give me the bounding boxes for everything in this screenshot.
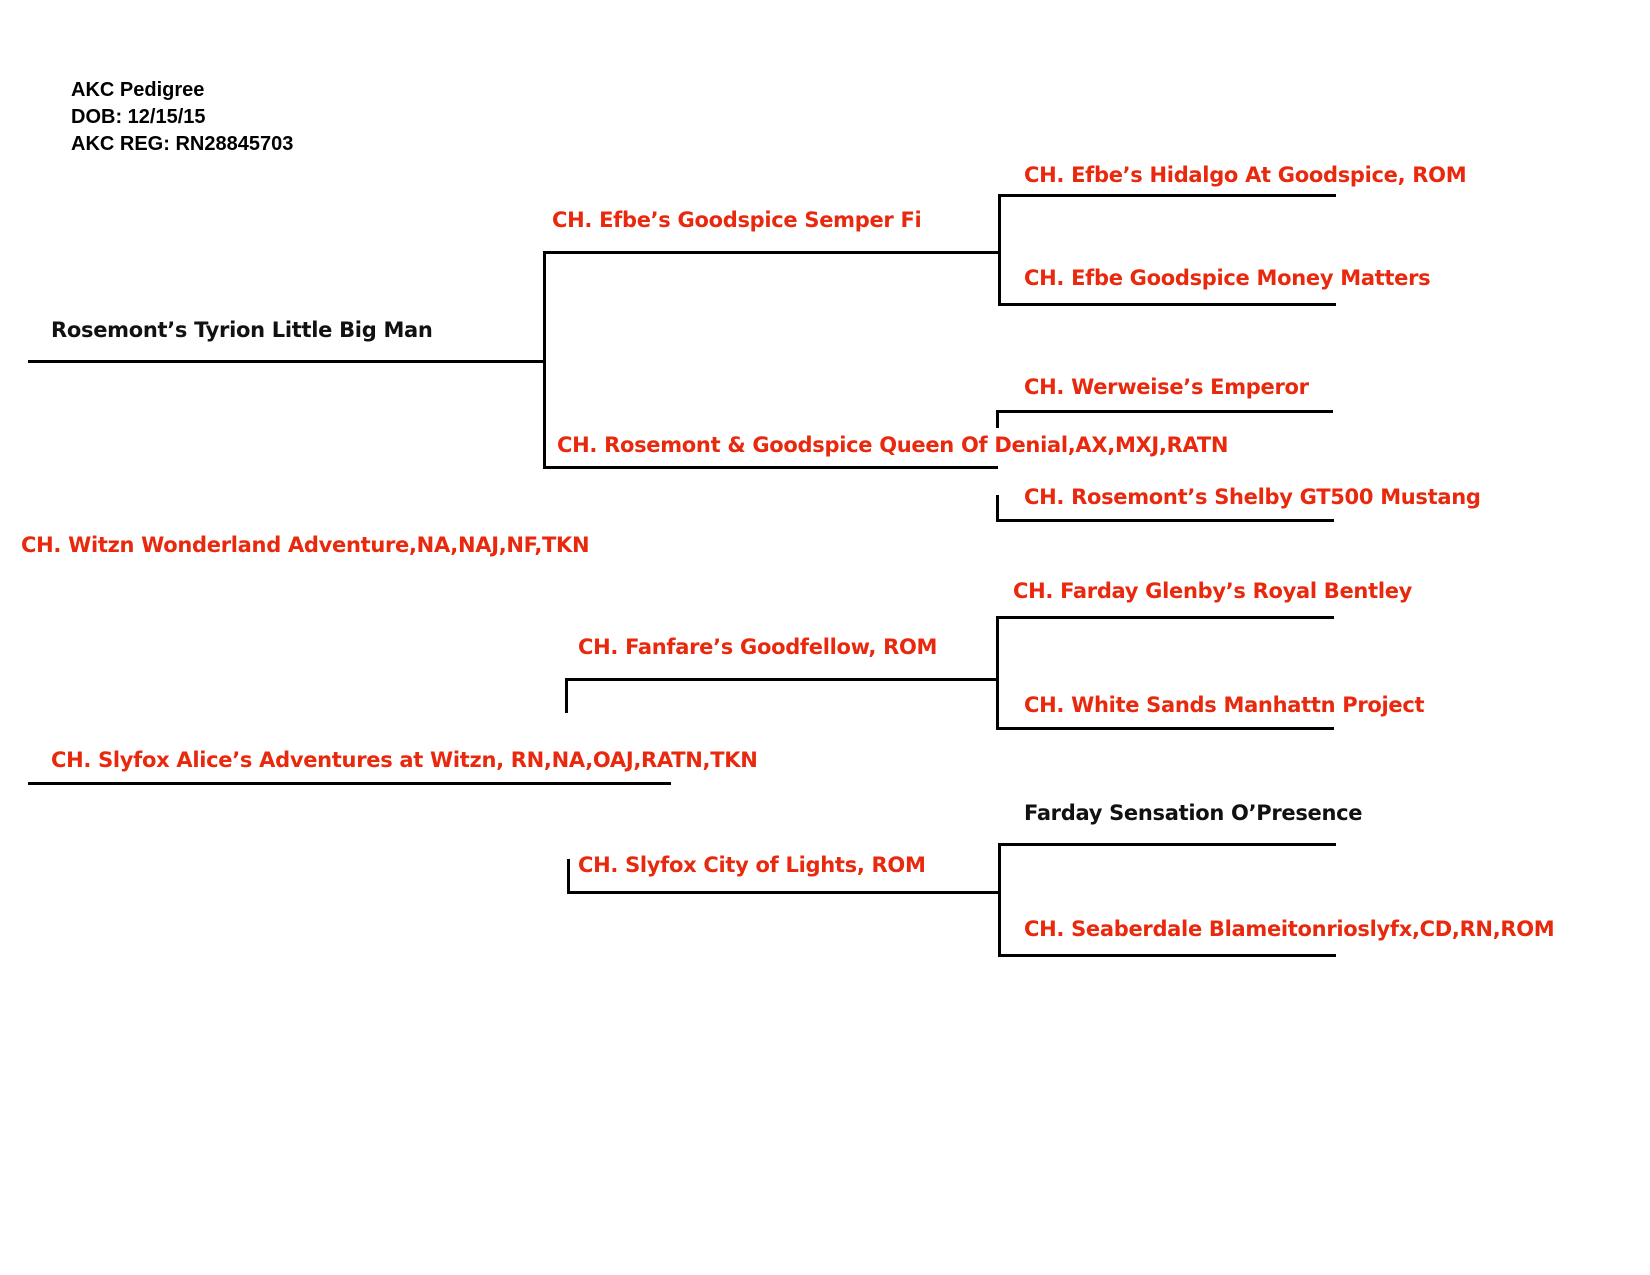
sire-sire-name: CH. Efbe’s Hidalgo At Goodspice, ROM (1024, 163, 1467, 187)
dog-line (28, 360, 546, 363)
dam-dam-tick (996, 495, 999, 522)
fanfare-bracket (996, 616, 999, 730)
fanfare-sire-line (996, 616, 1334, 619)
slyfox-city-line (567, 891, 1001, 894)
slyfox-city-bracket (998, 843, 1001, 957)
fanfare-dam-line (996, 727, 1334, 730)
sire-dam-name: CH. Efbe Goodspice Money Matters (1024, 266, 1431, 290)
dam-name: CH. Rosemont & Goodspice Queen Of Denial,AX,MXJ,RATN (557, 433, 1229, 457)
sire-bracket (998, 194, 1001, 306)
slyfox-city-tick (567, 859, 570, 894)
sire-sire-line (998, 194, 1336, 197)
slyfox-city-dam-line (998, 954, 1336, 957)
sire-line (543, 251, 998, 254)
fanfare-tick (565, 678, 568, 713)
sire-dam-line (998, 303, 1336, 306)
header-title: AKC Pedigree (71, 79, 205, 101)
slyfox-alice-name: CH. Slyfox Alice’s Adventures at Witzn, RN,NA,OAJ,RATN,TKN (51, 748, 758, 772)
header-dob: DOB: 12/15/15 (71, 106, 206, 128)
fanfare-line (565, 678, 998, 681)
dam-dam-name: CH. Rosemont’s Shelby GT500 Mustang (1024, 485, 1481, 509)
slyfox-city-dam-name: CH. Seaberdale Blameitonrioslyfx,CD,RN,ROM (1024, 917, 1555, 941)
dog-name: Rosemont’s Tyrion Little Big Man (51, 318, 433, 342)
header-registration: AKC REG: RN28845703 (71, 133, 294, 155)
dam-dam-line (996, 519, 1334, 522)
slyfox-city-sire-line (998, 843, 1336, 846)
fanfare-sire-name: CH. Farday Glenby’s Royal Bentley (1013, 579, 1413, 603)
dog-bracket (543, 251, 546, 469)
fanfare-dam-name: CH. White Sands Manhattn Project (1024, 693, 1425, 717)
sire-name: CH. Efbe’s Goodspice Semper Fi (552, 208, 922, 232)
dam-sire-name: CH. Werweise’s Emperor (1024, 375, 1309, 399)
witzn-name: CH. Witzn Wonderland Adventure,NA,NAJ,NF,TKN (21, 533, 590, 557)
slyfox-alice-line (28, 782, 671, 785)
slyfox-city-sire-name: Farday Sensation O’Presence (1024, 801, 1363, 825)
slyfox-city-name: CH. Slyfox City of Lights, ROM (578, 853, 926, 877)
dam-line (543, 466, 998, 469)
fanfare-name: CH. Fanfare’s Goodfellow, ROM (578, 635, 938, 659)
dam-sire-line (996, 410, 1333, 413)
pedigree-header (71, 77, 293, 158)
